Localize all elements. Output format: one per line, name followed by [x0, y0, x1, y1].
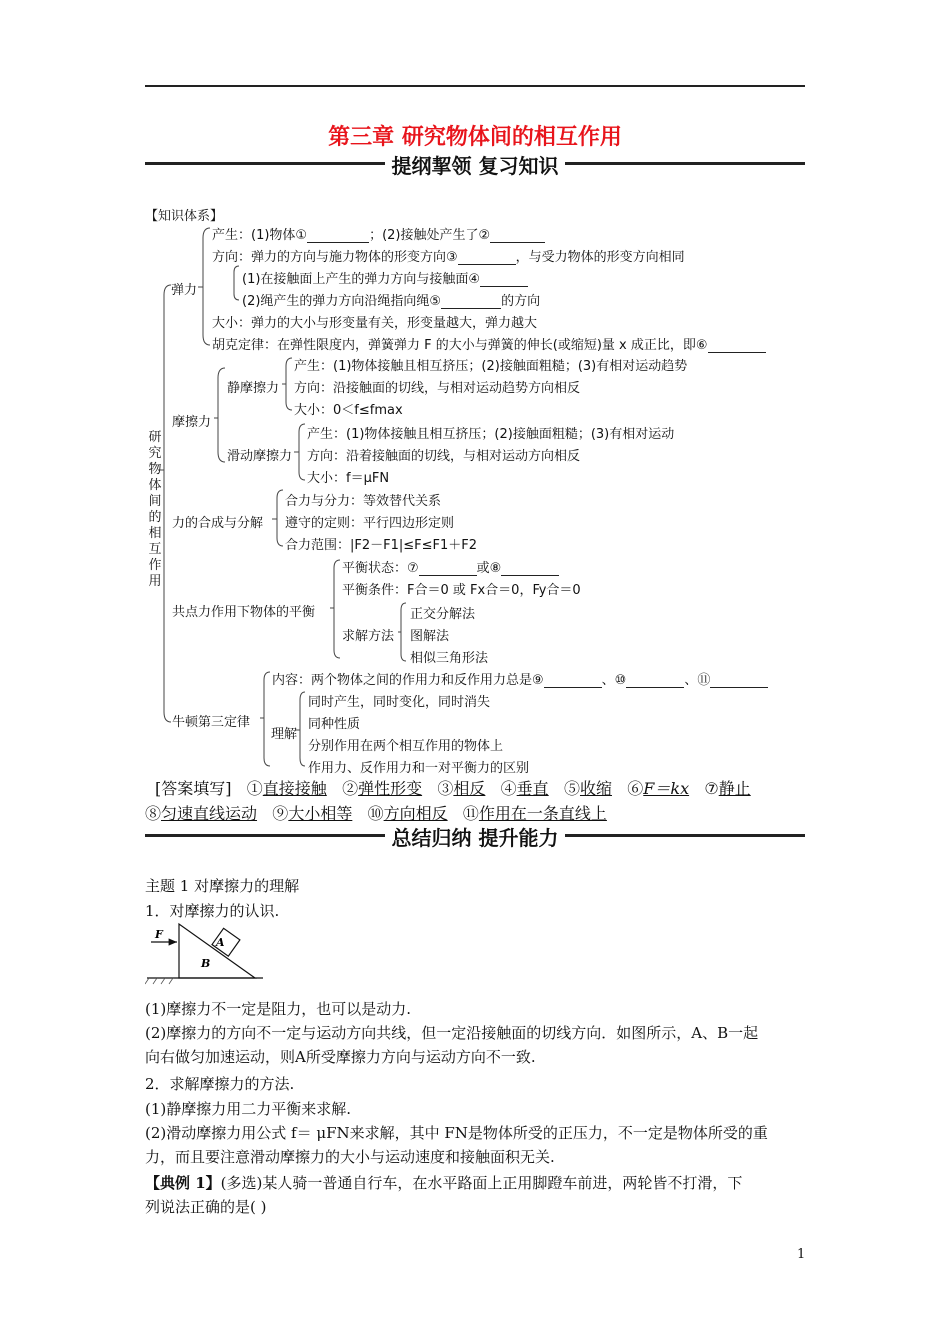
- banner-summary: [145, 822, 805, 848]
- answer-9: 大小相等: [288, 804, 353, 823]
- blank-3: [458, 264, 516, 265]
- answers-line-1: [答案填写] ①直接接触 ②弹性形变 ③相反 ④垂直 ⑤收缩 ⑥F＝kx ⑦静止: [155, 779, 751, 798]
- para-4b: 力，而且要注意滑动摩擦力的大小与运动速度和接触面积无关.: [145, 1148, 555, 1166]
- blank-4: [480, 286, 528, 287]
- sliding-brace: [299, 424, 305, 480]
- answer-11: 作用在一条直线上: [478, 804, 607, 823]
- elastic-label: 弹力: [171, 283, 198, 298]
- direction-brace: [234, 266, 239, 300]
- elastic-brace: [203, 228, 210, 345]
- blank-1: [307, 242, 369, 243]
- topic-1-heading: 主题 1 对摩擦力的理解: [145, 877, 300, 895]
- example-label: 【典例 1】: [145, 1174, 221, 1192]
- understand-3: 分别作用在两个相互作用的物体上: [308, 739, 504, 754]
- sliding-friction-label: 滑动摩擦力: [227, 449, 293, 464]
- answer-4: 垂直: [516, 779, 549, 798]
- friction-brace: [218, 368, 225, 462]
- answer-7: 静止: [718, 779, 751, 798]
- answers-line-2: ⑧匀速直线运动 ⑨大小相等 ⑩方向相反 ⑪作用在一条直线上: [145, 804, 607, 823]
- section-1-title: 1．对摩擦力的认识.: [145, 902, 280, 920]
- blank-8: [501, 575, 559, 576]
- root-brace: [164, 285, 171, 722]
- blank-10: [626, 687, 684, 688]
- block-a-label: A: [216, 936, 225, 949]
- blank-2: [490, 242, 545, 243]
- banner-summary-text: 总结归纳 提升能力: [391, 826, 559, 850]
- system-label: 【知识体系】: [145, 209, 224, 224]
- answer-3: 相反: [453, 779, 486, 798]
- method-2: 图解法: [410, 629, 450, 644]
- compose-brace: [277, 490, 283, 546]
- static-brace: [286, 358, 292, 410]
- understand-2: 同种性质: [308, 717, 361, 732]
- root-label: 研究物体间的相互作用: [148, 430, 162, 589]
- blank-5: [441, 308, 501, 309]
- blank-9: [544, 687, 602, 688]
- blank-11: [710, 687, 768, 688]
- wedge-b: [179, 924, 255, 978]
- chapter-title: 第三章 研究物体间的相互作用: [328, 125, 622, 150]
- method-3: 相似三角形法: [410, 651, 489, 666]
- example-1-line-1: 【典例 1】(多选)某人骑一普通自行车，在水平路面上正用脚蹬车前进，两轮皆不打滑，下: [145, 1174, 743, 1192]
- para-3: (1)静摩擦力用二力平衡来求解.: [145, 1100, 352, 1118]
- section-2-title: 2．求解摩擦力的方法.: [145, 1075, 295, 1093]
- para-1: (1)摩擦力不一定是阻力，也可以是动力.: [145, 1000, 412, 1018]
- compose-line-2: 遵守的定则：平行四边形定则: [285, 516, 455, 531]
- method-1: 正交分解法: [410, 607, 476, 622]
- newton3-brace: [264, 672, 270, 766]
- method-label: 求解方法: [342, 629, 395, 644]
- elastic-line-1: 产生：(1)物体① ；(2)接触处产生了②: [212, 224, 545, 243]
- method-brace: [401, 603, 406, 661]
- sliding-line-1: 产生：(1)物体接触且相互挤压；(2)接触面粗糙；(3)有相对运动: [307, 427, 675, 442]
- answer-6: F＝kx: [643, 779, 690, 798]
- elastic-line-2: 方向：弹力的方向与施力物体的形变方向③ ，与受力物体的形变方向相同: [212, 250, 685, 265]
- para-2b: 向右做匀加速运动，则A所受摩擦力方向与运动方向不一致.: [145, 1048, 536, 1066]
- blank-7: [419, 575, 477, 576]
- understand-label: 理解: [271, 727, 298, 742]
- page-number: 1: [797, 1247, 806, 1262]
- elastic-line-5: 大小：弹力的大小与形变量有关，形变量越大，弹力越大: [212, 316, 538, 331]
- answer-5: 收缩: [579, 779, 612, 798]
- static-line-2: 方向：沿接触面的切线，与相对运动趋势方向相反: [294, 381, 581, 396]
- answer-10: 方向相反: [383, 804, 448, 823]
- compose-label: 力的合成与分解: [172, 516, 264, 531]
- static-line-1: 产生：(1)物体接触且相互挤压；(2)接触面粗糙；(3)有相对运动趋势: [294, 359, 688, 374]
- example-1-line-2: 列说法正确的是( ): [145, 1198, 267, 1216]
- equilibrium-line-2: 平衡条件：F合＝0 或 Fx合＝0，Fy合＝0: [342, 583, 581, 598]
- sliding-line-3: 大小：f＝μFN: [307, 471, 390, 486]
- friction-label: 摩擦力: [172, 415, 212, 430]
- banner-review-text: 提纲挈领 复习知识: [391, 154, 559, 178]
- static-line-3: 大小：0＜f≤fmax: [294, 403, 403, 418]
- elastic-line-6: 胡克定律：在弹性限度内，弹簧弹力 F 的大小与弹簧的伸长(或缩短)量 x 成正比，即⑥: [212, 334, 766, 353]
- equilibrium-brace: [334, 560, 340, 658]
- force-label: F: [155, 928, 163, 941]
- compose-line-3: 合力范围：|F2－F1|≤F≤F1＋F2: [285, 538, 478, 553]
- para-2a: (2)摩擦力的方向不一定与运动方向共线，但一定沿接触面的切线方向．如图所示，A、B一起: [145, 1024, 759, 1042]
- elastic-line-3: (1)在接触面上产生的弹力方向与接触面④: [242, 268, 528, 287]
- elastic-line-4: (2)绳产生的弹力方向沿绳指向绳⑤ 的方向: [242, 294, 541, 309]
- static-friction-label: 静摩擦力: [227, 381, 280, 396]
- compose-line-1: 合力与分力：等效替代关系: [285, 494, 442, 509]
- incline-figure: [145, 918, 270, 986]
- newton3-line-1: 内容：两个物体之间的作用力和反作用力总是⑨ 、⑩ 、⑪: [272, 669, 768, 688]
- answer-2: 弹性形变: [358, 779, 423, 798]
- sliding-line-2: 方向：沿着接触面的切线，与相对运动方向相反: [307, 449, 581, 464]
- understand-brace: [300, 692, 305, 766]
- answer-8: 匀速直线运动: [161, 804, 258, 823]
- equilibrium-line-1: 平衡状态：⑦ 或⑧: [342, 557, 559, 576]
- blank-6: [708, 352, 766, 353]
- block-b-label: B: [201, 957, 211, 970]
- para-4a: (2)滑动摩擦力用公式 f＝ μFN来求解，其中 FN是物体所受的正压力，不一定是物体所受的重: [145, 1124, 768, 1142]
- equilibrium-label: 共点力作用下物体的平衡: [172, 605, 316, 620]
- newton3-label: 牛顿第三定律: [172, 715, 251, 730]
- understand-4: 作用力、反作用力和一对平衡力的区别: [308, 761, 530, 776]
- answer-1: 直接接触: [262, 779, 327, 798]
- understand-1: 同时产生，同时变化，同时消失: [308, 695, 491, 710]
